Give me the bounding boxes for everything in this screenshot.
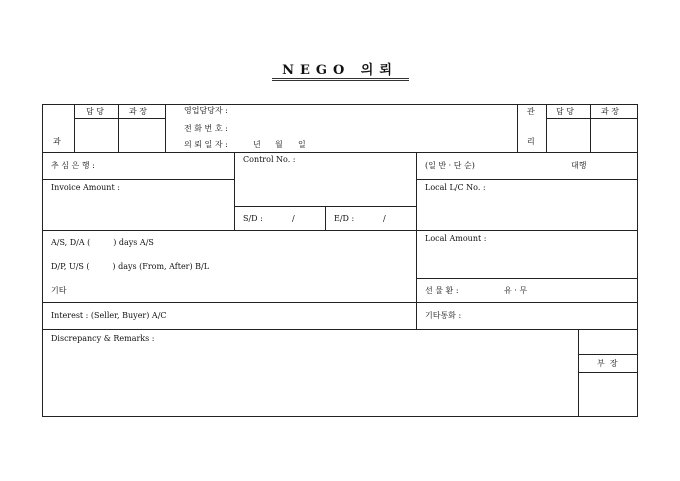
row-line-2-right (416, 179, 638, 180)
management-staff-label: 담 당 (556, 107, 574, 116)
sales-manager-label: 영업담당자 : (184, 106, 228, 115)
approval-col-5 (546, 104, 547, 152)
director-line-1 (578, 354, 638, 355)
page-title: NEGO 의뢰 (282, 63, 398, 78)
other-terms-label: 기타 (51, 286, 67, 295)
col-divider-right (416, 152, 417, 329)
approval-col-6 (590, 104, 591, 152)
approval-header-line-left (74, 118, 165, 119)
date-day-label: 일 (298, 140, 306, 149)
local-amount-label: Local Amount : (425, 234, 487, 243)
row-line-1 (42, 152, 638, 153)
title-underline-top (272, 78, 409, 79)
agency-label: 대행 (571, 161, 587, 170)
discrepancy-remarks-label: Discrepancy & Remarks : (51, 334, 155, 343)
row-line-6 (42, 329, 638, 330)
other-currency-label: 기타통화 : (425, 311, 462, 320)
management-manager-label: 과 장 (601, 107, 619, 116)
dp-us-terms: D/P, U/S ( ) days (From, After) B/L (51, 262, 210, 271)
date-year-label: 년 (253, 140, 261, 149)
ed-label: E/D : (334, 214, 355, 223)
title-underline-bottom (272, 80, 409, 81)
control-no-label: Control No. : (243, 155, 296, 164)
date-month-label: 월 (275, 140, 283, 149)
nego-request-form (42, 104, 638, 417)
interest-label: Interest : (Seller, Buyer) A/C (51, 311, 167, 320)
yes-no-label: 유 · 무 (504, 286, 528, 295)
as-da-terms: A/S, D/A ( ) days A/S (51, 238, 154, 247)
ed-slash: / (383, 214, 386, 223)
phone-number-label: 전 화 번 호 : (184, 124, 228, 133)
sd-slash: / (292, 214, 295, 223)
row-line-3 (42, 230, 638, 231)
approval-manager-label: 과 장 (129, 107, 147, 116)
approval-side-label: 과 (53, 137, 61, 146)
general-type-label: (일 반 · 단 순) (425, 161, 475, 170)
director-label: 부 장 (597, 359, 618, 368)
forward-exchange-label: 선 물 환 : (425, 286, 459, 295)
row-line-4-right (416, 278, 638, 279)
director-line-2 (578, 372, 638, 373)
local-lc-no-label: Local L/C No. : (425, 183, 486, 192)
collecting-bank-label: 추 심 은 행 : (51, 161, 95, 170)
management-side-bottom: 리 (527, 137, 535, 146)
approval-staff-label: 담 당 (86, 107, 104, 116)
approval-col-4 (517, 104, 518, 152)
col-divider-left (234, 152, 235, 230)
approval-col-2 (118, 104, 119, 152)
sd-label: S/D : (243, 214, 263, 223)
approval-col-1 (74, 104, 75, 152)
request-date-label: 의 뢰 일 자 : (184, 140, 228, 149)
approval-header-line-right (546, 118, 638, 119)
management-side-top: 관 (527, 107, 535, 116)
invoice-amount-label: Invoice Amount : (51, 183, 120, 192)
col-divider-director (578, 329, 579, 417)
approval-col-3 (165, 104, 166, 152)
col-divider-ed (325, 206, 326, 230)
row-line-5 (42, 302, 638, 303)
row-line-2-left (42, 179, 234, 180)
